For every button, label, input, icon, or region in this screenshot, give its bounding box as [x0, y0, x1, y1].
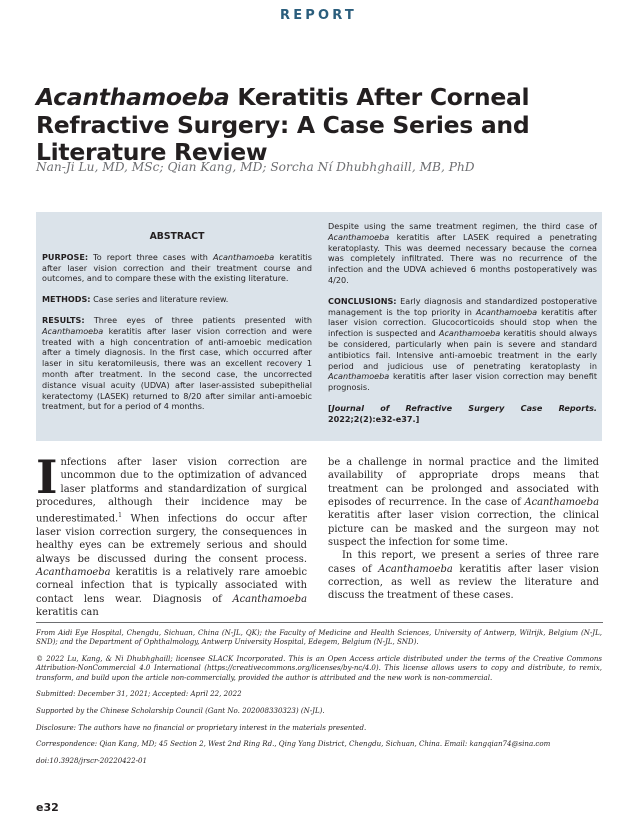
- p2-text-b: keratitis after laser vision correction, as well as review the literature and discuss the treatment of these cases.: [328, 563, 599, 602]
- results-cont-text: Despite using the same treatment regimen, the third case of: [328, 221, 597, 231]
- purpose-text-end: keratitis after laser vision correction and their treatment course and outcomes, and to compare these with the existing literature.: [42, 251, 312, 284]
- citation-open: [: [328, 402, 332, 413]
- results-text: Three eyes of three patients presented with: [84, 314, 312, 325]
- results-cont-italic: Acanthamoeba: [328, 231, 390, 242]
- correspondence-note: Correspondence: Qian Kang, MD; 45 Section 2, West 2nd Ring Rd., Qing Yang District, Chengdu, Sichuan, China. Email: kangqian74@sina.com: [36, 739, 551, 749]
- p1-text-d: be a challenge in normal practice and the limited availability of appropriate drops means that treatment can be prolonged and associated with episodes of recurrence. In the case of: [328, 457, 599, 509]
- abstract-citation: [328, 403, 597, 425]
- abstract-conclusions: [328, 296, 597, 393]
- doi-link[interactable]: doi:10.3928/jrscr-20220422-01: [36, 755, 147, 765]
- section-label: REPORT: [280, 8, 357, 23]
- p1-text-c: keratitis is a relatively rare amoebic corneal infection that is typically associated with contact lens wear. Diagnosis of: [36, 567, 307, 605]
- methods-text: Case series and literature review.: [90, 294, 229, 305]
- p1-text-d-left: keratitis can: [36, 607, 99, 619]
- conclusions-italic-1: Acanthamoeba: [475, 306, 538, 317]
- body-column-left: [36, 450, 307, 619]
- body-column-right: [328, 456, 599, 603]
- purpose-label: PURPOSE:: [42, 251, 89, 262]
- affiliation-note: From Aidi Eye Hospital, Chengdu, Sichuan, China (N-JL, QK); the Faculty of Medicine and Health Sciences, University of Antwerp, Wilrijk, Belgium (N-JL, SND); and the Department of Ophthalmology, Antwerp University Hospital, Edegem, Belgium (N-JL, SND).: [36, 628, 602, 647]
- results-italic: Acanthamoeba: [42, 325, 104, 336]
- conclusions-italic-2: Acanthamoeba: [438, 328, 501, 339]
- title-rest: Keratitis After Corneal Refractive Surgery: A Case Series and Literature Review: [36, 83, 530, 166]
- abstract-results: [42, 315, 312, 412]
- p2-text-a: In this report, we present a series of three rare cases of: [328, 550, 599, 575]
- footnote-divider: [36, 622, 603, 623]
- results-text-end: keratitis after laser vision correction and were treated with a high concentration of anti-amoebic medication after a timely diagnosis. In the first case, which occurred after laser in situ keratomileusis, there was an excellent recovery 1 month after treatment. In the second case, the uncorrected distance visual acuity (UDVA) after laser-assisted subepithelial keratectomy (LASEK) returned to 8/20 after similar anti-amoebic treatment, but for a period of 4 months.: [42, 325, 312, 412]
- results-label: RESULTS:: [42, 314, 85, 325]
- p1-text-b: When infections do occur after laser vision correction surgery, the consequences in healthy eyes can be extremely serious and should always be discussed during the consent process.: [36, 513, 307, 565]
- conclusions-text-c: keratitis should always be considered, particularly when pain is severe and standard antibiotics fail. Intensive anti-amoebic treatment in the early period and judicious use of penetrating keratoplasty in: [328, 328, 597, 371]
- conclusions-text-d: keratitis after laser vision correction may benefit prognosis.: [328, 371, 597, 393]
- drop-cap: I: [36, 450, 58, 504]
- author-list: Nan-Ji Lu, MD, MSc; Qian Kang, MD; Sorcha Ní Dhubhghaill, MB, PhD: [36, 160, 475, 174]
- citation-details: 2022;2(2):e32-e37.]: [328, 413, 420, 424]
- abstract-methods: [42, 294, 312, 305]
- footnotes: [36, 628, 602, 772]
- conclusions-text-a: Early diagnosis and standardized postoperative management is the top priority in: [328, 295, 597, 317]
- results-cont-text-end: keratitis after LASEK required a penetrating keratoplasty. This was deemed necessary because the cornea was completely infiltrated. There was no recurrence of the infection and the UDVA achieved 6 months postoperatively was 4/20.: [328, 231, 597, 285]
- abstract-right-column: [328, 221, 597, 435]
- abstract-left-column: [42, 232, 312, 422]
- conclusions-italic-3: Acanthamoeba: [328, 371, 390, 382]
- citation-journal: Journal of Refractive Surgery Case Reports.: [331, 402, 597, 413]
- p1-italic-3: Acanthamoeba: [524, 497, 599, 509]
- p1-italic-2: Acanthamoeba: [232, 593, 307, 605]
- abstract-purpose: [42, 252, 312, 284]
- license-note: © 2022 Lu, Kang, & Ni Dhubhghaill; licensee SLACK Incorporated. This is an Open Access article distributed under the terms of the Creative Commons Attribution-NonCommercial 4.0 International (https://creativecommons.org/licenses/by-nc/4.0). This license allows users to copy and distribute, to remix, transform, and build upon the article non-commercially, provided the author is attributed and the new work is non-commercial.: [36, 654, 602, 682]
- p2-italic: Acanthamoeba: [378, 563, 453, 575]
- p1-text-e: keratitis after laser vision correction, the clinical picture can be masked and the surgeon may not suspect the infection for some time.: [328, 510, 599, 549]
- reference-1[interactable]: 1: [118, 512, 122, 520]
- article-title: [36, 84, 596, 167]
- abstract-box: [36, 212, 602, 441]
- body-paragraph-2: [328, 549, 599, 602]
- p1-text-a: nfections after laser vision correction are uncommon due to the optimization of advanced laser platforms and standardization of surgical procedures, although their incidence may be underestimated.: [36, 457, 307, 525]
- disclosure-note: Disclosure: The authors have no financial or proprietary interest in the materials presented.: [36, 722, 367, 732]
- title-italic: Acanthamoeba: [36, 83, 230, 111]
- purpose-italic: Acanthamoeba: [212, 251, 275, 262]
- abstract-results-continued: [328, 221, 597, 286]
- page-number: e32: [36, 801, 59, 814]
- purpose-text: To report three cases with: [88, 251, 213, 262]
- methods-label: METHODS:: [42, 294, 91, 305]
- body-paragraph-1-continued: [328, 456, 599, 549]
- body-paragraph-1: [36, 450, 307, 619]
- conclusions-label: CONCLUSIONS:: [328, 295, 397, 306]
- conclusions-text-b: keratitis after laser vision correction. Glucocorticoids should stop when the infection is suspected and: [328, 306, 597, 339]
- abstract-heading: ABSTRACT: [149, 231, 205, 242]
- support-note: Supported by the Chinese Scholarship Council (Gant No. 202008330323) (N-JL).: [36, 706, 325, 715]
- dates-note: Submitted: December 31, 2021; Accepted: April 22, 2022: [36, 689, 242, 699]
- p1-italic-1: Acanthamoeba: [36, 567, 111, 579]
